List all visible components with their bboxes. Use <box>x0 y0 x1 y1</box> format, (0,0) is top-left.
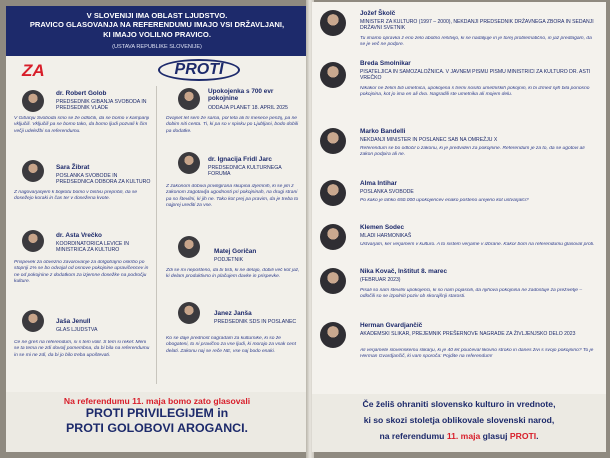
portrait-photo <box>178 236 200 258</box>
quote-entry: Klemen Sodec MLADI HARMONIKAŠ Ustvarjam, ker verjamem v kulturo. A to sistem verjame v izbrane. Kakor bom na referendumu glasoval proti. <box>318 220 602 264</box>
proti-heading: PROTI <box>158 59 240 81</box>
left-footer-slogan <box>6 392 308 452</box>
portrait-photo <box>320 180 346 206</box>
footer-slogan-line: PROTI PRIVILEGIJEM in <box>85 406 229 420</box>
quote-entry: Alma Intihar POSLANKA SVOBODE Po kako je lahko 650.000 upokojencev enako pošteno urejeno kot ustvarjalci? <box>318 176 602 218</box>
footer-intro: Na referendumu 11. maja bomo zato glasovali <box>63 396 251 406</box>
quote-entry: Nika Kovač, Inštitut 8. marec (FEBRUAR 2023) Pisali so nam številni upokojenci, ki so nam pojasnili, da njihova pokojnina ne zadostuje za preživetje – odločili so se izpolniti poziv ob skorajšnji starosti. <box>318 264 602 318</box>
banner-text: V SLOVENIJI IMA OBLAST LJUDSTVO. PRAVICO GLASOVANJA NA REFERENDUMU IMAJO VSI DRŽAVLJANI, KI IMAJO VOLILNO PRAVICO. <box>29 11 285 39</box>
footer-line: ki so skozi stoletja oblikovale slovenski narod, <box>363 415 555 425</box>
proti-entry: Janez Janša PREDSEDNIK SDS IN POSLANEC Ko se daje prednost nagradam za kulturnike, ki so že obogateni, to ni pravično za vse ljudi, ki morajo za vsak cent delati. Zakonu naj se reče NE, vse naj bodo enaki. <box>162 300 302 386</box>
za-entry: Sara Žibrat POSLANKA SVOBODE IN PREDSEDNICA ODBORA ZA KULTURO Z nagovarjanjem k bojkotu bomo v bistvu prepričili, da se dosežejo koraki in čas ter v dosežena kvote. <box>12 156 152 226</box>
footer-line: na referendumu 11. maja glasuj PROTI. <box>379 431 539 441</box>
quote-entry: Marko Bandelli NEKDANJI MINISTER IN POSLANEC SAB NA OMREŽJU X Referendum se bo odločil o zakonu, ki je predviden za pokojnine. Referendum je za to, da se ugotovi ali zakon podpira ali ne. <box>318 124 602 174</box>
column-divider <box>156 86 157 384</box>
footer-slogan-line: PROTI GOLOBOVI AROGANCI. <box>66 421 248 435</box>
portrait-photo <box>178 88 200 110</box>
portrait-photo <box>22 310 44 332</box>
portrait-photo <box>320 322 346 348</box>
za-entry: dr. Robert Golob PREDSEDNIK GIBANJA SVOBODA IN PREDSEDNIK VLADE V Gibanju Svoboda smo se že odločili, da se bomo v kampanji vključili. Vključili pa se bomo tako, da bomo ljudi pozvali k čim večji udeležbi na referendumu. <box>14 90 150 134</box>
za-entry: dr. Asta Vrečko KOORDINATORICA LEVICE IN MINISTRICA ZA KULTURO Prispevek za obvezno zavarovanje za dolgotrajno oskrbo po stopnji 1% se bo odvajal od osnove pokojnine upravičencev in ne od pokojnine z dodatkom za izjemne dosežke na področju kulture. <box>14 232 149 284</box>
portrait-photo <box>178 302 200 324</box>
right-footer-slogan <box>312 394 606 452</box>
portrait-photo <box>320 128 346 154</box>
constitution-banner <box>6 6 308 56</box>
portrait-photo <box>22 230 44 252</box>
proti-entry: dr. Ignacija Fridl Jarc PREDSEDNICA KULTURNEGA FORUMA Z zakonom dobiva priviligirana skupina izjemnih, ki se jim z zakonom zagotavlja ugodnosti pri pokojninah, na drugi strani pa so številni, ki jih ne. Tako kot prej pa pravim, da je treba to najprej urediti za vse. <box>162 148 302 234</box>
za-entry: Jaša Jenull GLAS LJUDSTVA Če ne greš na referendum, si s tem volil. S tem si rekel: Meni se ta tema ne zdi dovolj pomembna, da bi bila na referendumu in se mi ne zdi, da bi jo bilo treba upoštevati. <box>12 308 152 386</box>
portrait-photo <box>178 152 200 174</box>
portrait-photo <box>320 62 346 88</box>
leaflet-right-page <box>312 2 606 452</box>
leaflet-left-page <box>6 6 308 452</box>
proti-entry: Upokojenka s 700 evr pokojnine ODDAJA PLANET 18. APRIL 2025 Dvajset let sem že sama, pol leta ali tri mesece penzij, pa ne dobim niti centa. Ti, ki pa so v spisku po Ljubljani, bodo dobili pa dodatke. <box>166 88 299 134</box>
quote-entry: Jožef Školč MINISTER ZA KULTURO (1997 – 2000), NEKDANJI PREDSEDNIK DRŽAVNEGA ZBORA IN SEDANJI DRŽAVNI SVETNIK Tu imamo opravka z eno zelo abotno rešitvijo, ki se nadaljuje in je torej problematično, in jaz predlagam, da se je več ne podpre. <box>318 6 602 54</box>
quote-entry: Herman Gvardjančič AKADEMSKI SLIKAR, PREJEMNIK PREŠERNOVE NAGRADE ZA ŽIVLJENJSKO DELO 2023 Ali verjamete slovenskemu slikarju, ki je 40 let poučeval likovno stroko in danes živi s svojo pokojnino? To je Herman Gvardjančič, ki vam sporoča: Pojdite na referendum! <box>318 318 602 388</box>
portrait-photo <box>320 224 346 250</box>
portrait-photo <box>320 10 346 36</box>
proti-entry: Matej Goričan PODJETNIK Zdi se mi nepošteno, da bi tisti, ki ne delajo, dobili več kot jaz, ki delam produktivno in plačujem davke in prispevke. <box>162 234 302 300</box>
quote-entry: Breda Smolnikar PISATELJICA IN SAMOZALOŽNICA. V JAVNEM PISMU PISMU MINISTRICI ZA KULTURO DR. ASTI VREČKO Nikakor ne želim biti umetnica, upokojena s tremi nosilci umetniških pokojnin, ki bi izmed njih bila ponosno pokojnina, kot jo ima en ali dva. Nagradili ste umetnika ali mojem delu. <box>318 56 602 122</box>
banner-source: (USTAVA REPUBLIKE SLOVENIJE) <box>112 44 202 50</box>
footer-line: Če želiš ohraniti slovensko kulturo in vrednote, <box>362 399 556 409</box>
portrait-photo <box>22 90 44 112</box>
portrait-photo <box>320 268 346 294</box>
za-heading: ZA <box>22 61 45 80</box>
portrait-photo <box>22 160 44 182</box>
